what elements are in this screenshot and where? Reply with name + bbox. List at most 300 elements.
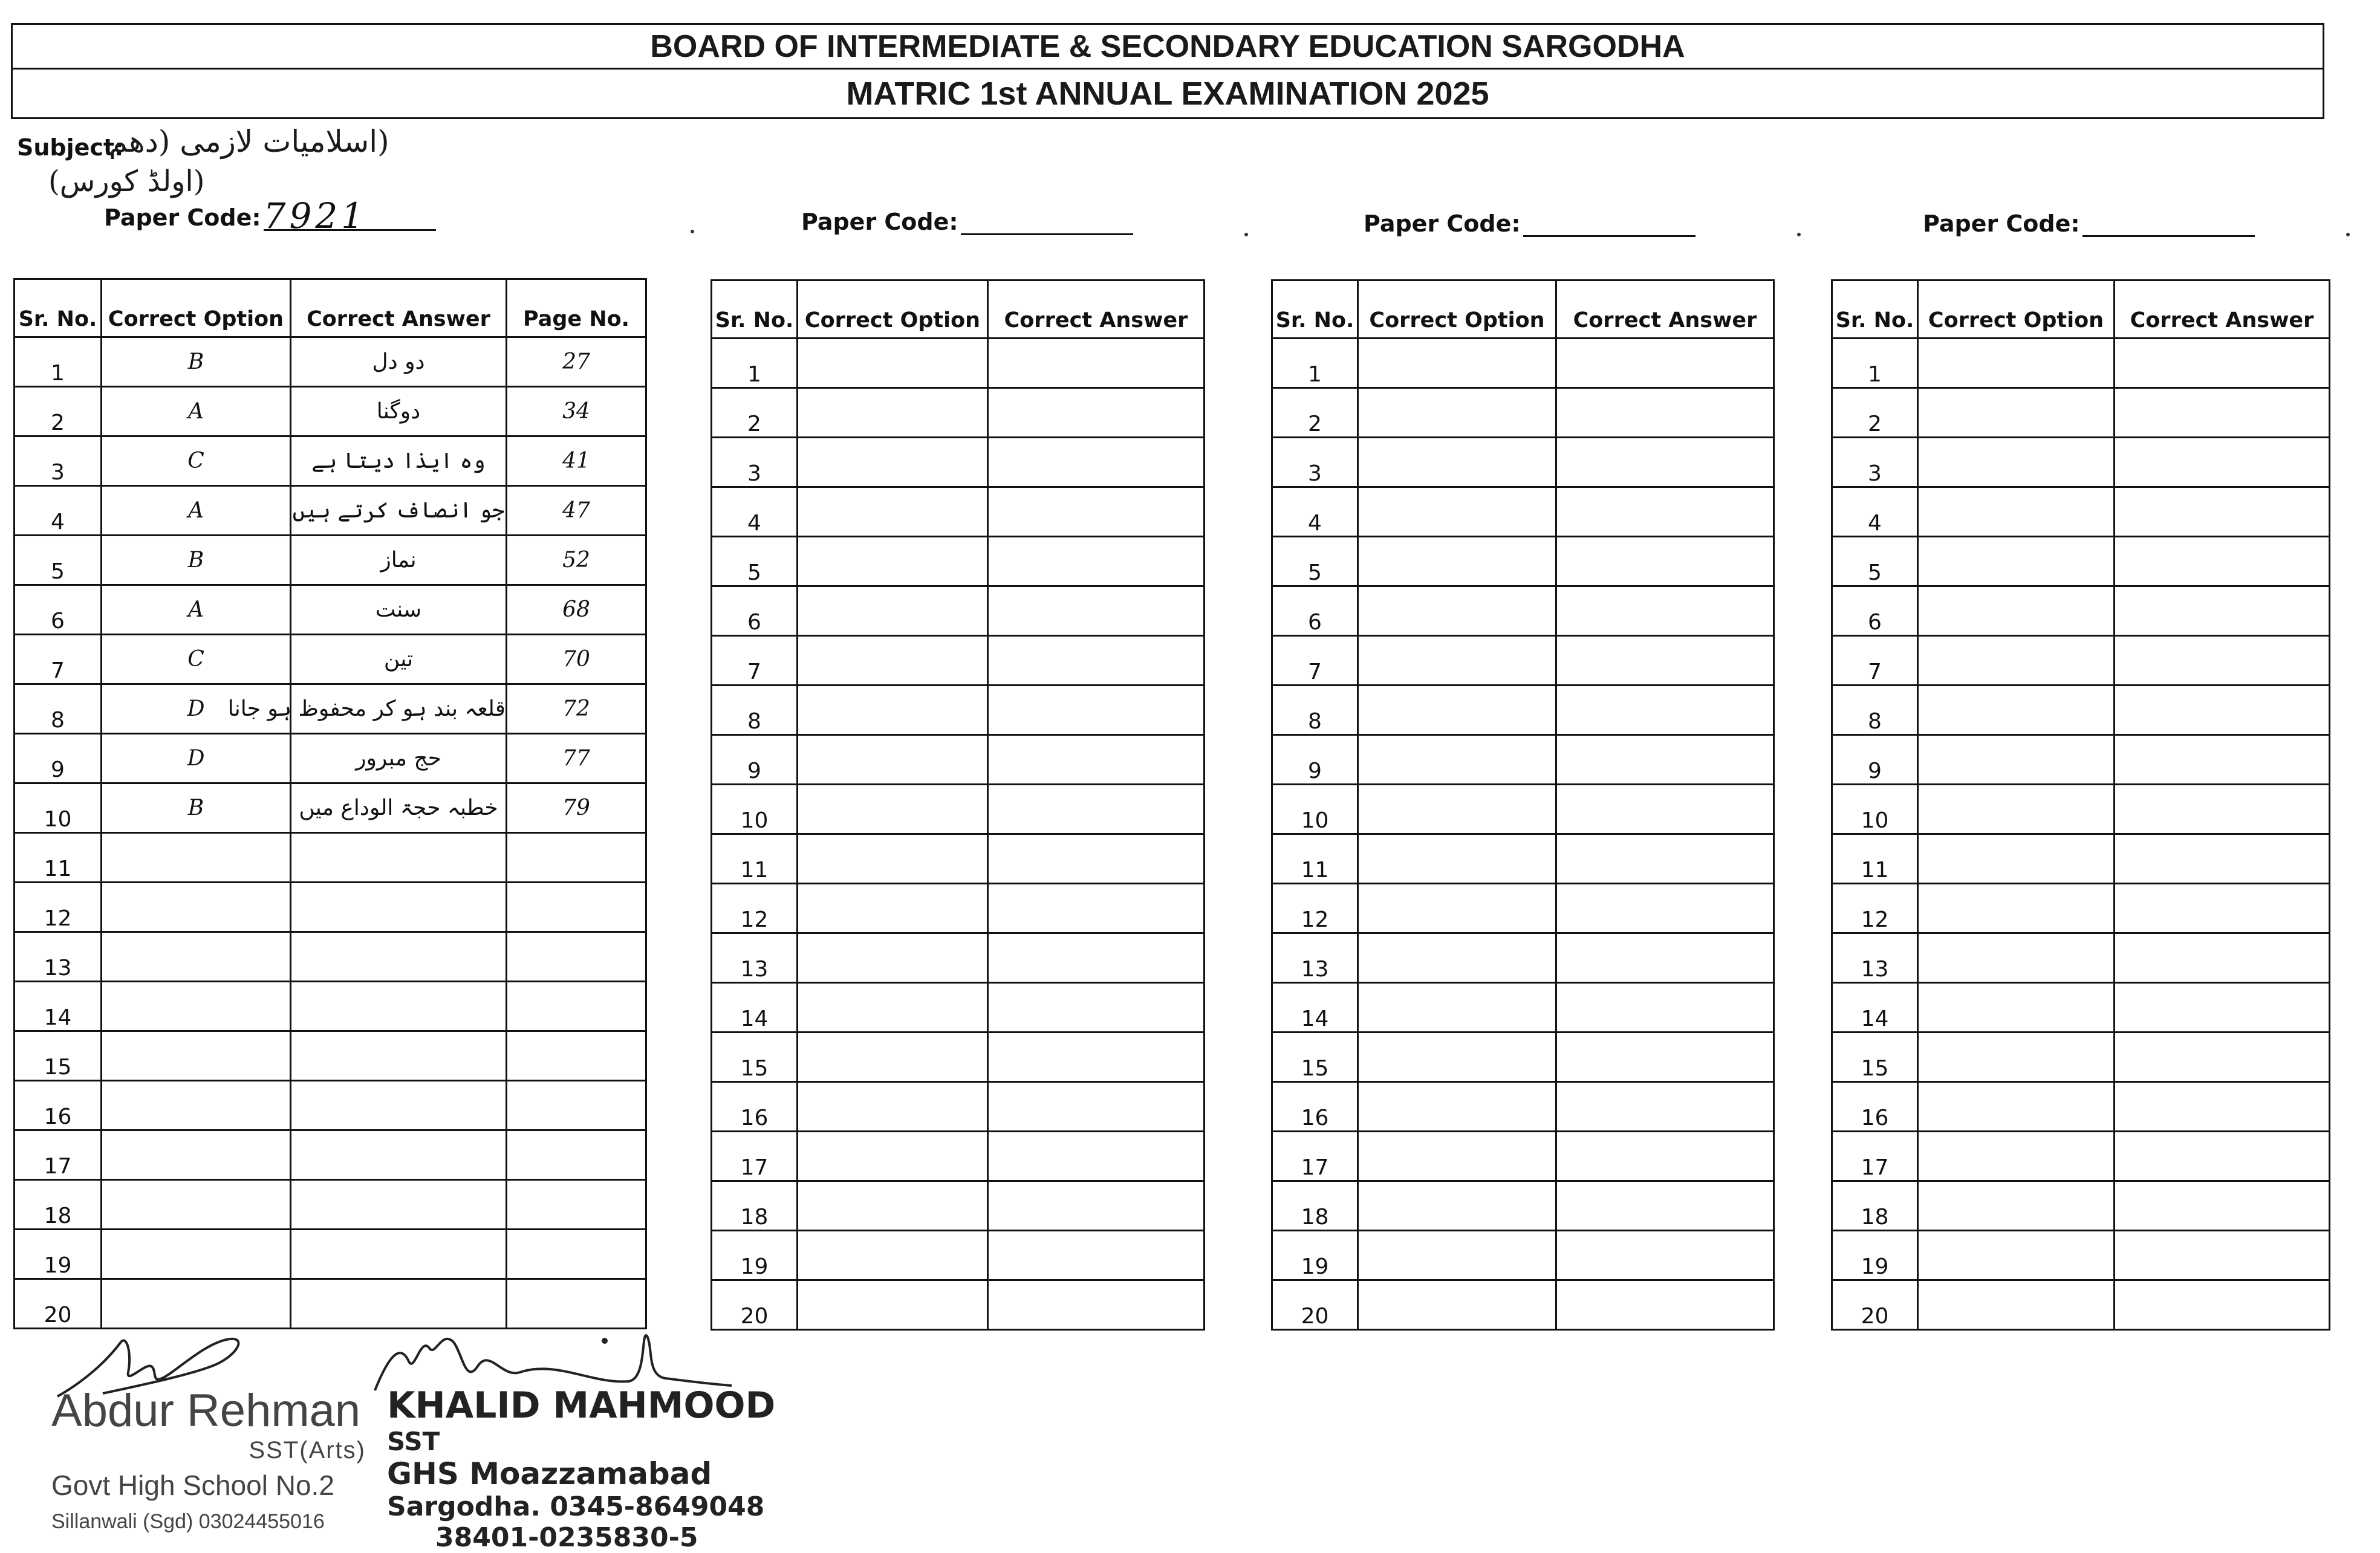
option-cell: A	[102, 486, 291, 536]
sr-no-cell: 15	[15, 1031, 102, 1081]
option-cell	[798, 586, 988, 636]
sr-no-cell: 14	[1272, 983, 1358, 1033]
option-cell	[798, 1280, 988, 1330]
table-row	[1832, 1181, 2330, 1231]
paper-code-label: Paper Code:	[1364, 210, 1521, 237]
sr-no-cell: 7	[1832, 636, 1918, 686]
sr-no-cell: 19	[15, 1230, 102, 1279]
page-no-cell: 52	[507, 536, 646, 585]
sr-no-cell: 15	[1832, 1033, 1918, 1082]
page-no-cell	[507, 883, 646, 932]
sr-no-cell: 17	[1832, 1132, 1918, 1181]
sr-no-cell: 7	[712, 636, 798, 686]
option-cell	[798, 933, 988, 983]
option-cell	[798, 388, 988, 438]
option-cell: B	[102, 536, 291, 585]
sr-no-cell: 8	[1832, 686, 1918, 735]
option-cell	[1918, 686, 2115, 735]
option-cell	[102, 932, 291, 982]
answer-cell	[988, 884, 1205, 933]
answer-cell	[988, 735, 1205, 785]
option-cell	[798, 438, 988, 487]
sr-no-cell: 8	[15, 684, 102, 734]
col-correct-option: Correct Option	[798, 280, 988, 339]
col-sr-no: Sr. No.	[15, 279, 102, 337]
table-row	[15, 387, 646, 436]
sr-no-cell: 4	[1272, 487, 1358, 537]
answer-cell	[988, 1082, 1205, 1132]
answer-cell	[1556, 1181, 1774, 1231]
stamp-name: Abdur Rehman	[51, 1385, 361, 1436]
table-row	[1272, 933, 1774, 983]
stamp-cnic: 38401-0235830-5	[435, 1522, 698, 1553]
answer-cell	[291, 1230, 507, 1279]
sr-no-cell: 9	[712, 735, 798, 785]
answer-table-2	[710, 279, 1205, 1331]
table-row	[15, 585, 646, 635]
table-row	[1832, 1132, 2330, 1181]
paper-code-3	[1364, 209, 1696, 237]
table-row	[1272, 1181, 1774, 1231]
table-row	[1272, 388, 1774, 438]
table-row	[1272, 537, 1774, 586]
table-row	[15, 734, 646, 783]
stamp-school: GHS Moazzamabad	[387, 1456, 712, 1491]
board-title: BOARD OF INTERMEDIATE & SECONDARY EDUCATION SARGODHA	[11, 23, 2324, 70]
sr-no-cell: 14	[15, 982, 102, 1031]
table-row	[712, 537, 1205, 586]
sr-no-cell: 20	[1272, 1280, 1358, 1330]
answer-cell	[1556, 1033, 1774, 1082]
option-cell	[102, 1279, 291, 1329]
answer-cell	[1556, 487, 1774, 537]
option-cell	[1358, 686, 1556, 735]
answer-cell	[1556, 1082, 1774, 1132]
page-no-cell	[507, 1180, 646, 1230]
table-row	[1832, 438, 2330, 487]
option-cell	[1358, 1132, 1556, 1181]
option-cell	[798, 339, 988, 388]
sr-no-cell: 19	[1832, 1231, 1918, 1280]
page-no-cell	[507, 932, 646, 982]
option-cell	[1918, 1132, 2115, 1181]
answer-cell: حج مبرور	[291, 734, 507, 783]
option-cell	[102, 1230, 291, 1279]
option-cell	[1358, 537, 1556, 586]
col-page-no: Page No.	[507, 279, 646, 337]
answer-cell: تین	[291, 635, 507, 684]
table-row	[1272, 438, 1774, 487]
stamp-name: KHALID MAHMOOD	[387, 1384, 776, 1427]
answer-cell	[988, 1181, 1205, 1231]
table-row	[712, 339, 1205, 388]
answer-cell	[291, 932, 507, 982]
option-cell	[798, 1033, 988, 1082]
table-row	[1832, 1033, 2330, 1082]
option-cell	[1918, 636, 2115, 686]
sr-no-cell: 9	[1272, 735, 1358, 785]
option-cell	[1918, 884, 2115, 933]
subject-label: Subject:	[17, 134, 124, 161]
option-cell	[1358, 933, 1556, 983]
paper-code-4	[1923, 209, 2255, 237]
answer-cell	[988, 388, 1205, 438]
option-cell	[1918, 785, 2115, 834]
answer-cell	[2115, 735, 2330, 785]
answer-table-3	[1271, 279, 1775, 1331]
table-row	[1832, 785, 2330, 834]
page-no-cell: 47	[507, 486, 646, 536]
answer-cell	[2115, 1082, 2330, 1132]
option-cell	[798, 636, 988, 686]
table-row	[712, 438, 1205, 487]
answer-cell	[988, 586, 1205, 636]
table-row	[1272, 884, 1774, 933]
option-cell	[1918, 834, 2115, 884]
answer-cell	[1556, 884, 1774, 933]
sr-no-cell: 3	[1272, 438, 1358, 487]
exam-title: MATRIC 1st ANNUAL EXAMINATION 2025	[11, 68, 2324, 119]
table-row	[15, 932, 646, 982]
table-row	[1272, 686, 1774, 735]
sr-no-cell: 12	[712, 884, 798, 933]
sr-no-cell: 10	[1832, 785, 1918, 834]
table-row	[712, 487, 1205, 537]
table-row	[15, 833, 646, 883]
answer-cell	[1556, 1132, 1774, 1181]
table-row	[15, 635, 646, 684]
option-cell	[1918, 339, 2115, 388]
option-cell	[1918, 933, 2115, 983]
sr-no-cell: 15	[712, 1033, 798, 1082]
option-cell	[1918, 1033, 2115, 1082]
option-cell	[1918, 1082, 2115, 1132]
sr-no-cell: 1	[712, 339, 798, 388]
option-cell	[102, 1180, 291, 1230]
option-cell	[1358, 834, 1556, 884]
table-row	[1832, 388, 2330, 438]
option-cell	[1358, 487, 1556, 537]
option-cell	[798, 537, 988, 586]
option-cell: B	[102, 337, 291, 387]
option-cell: C	[102, 635, 291, 684]
option-cell: B	[102, 783, 291, 833]
page-no-cell	[507, 1130, 646, 1180]
sr-no-cell: 18	[712, 1181, 798, 1231]
page-no-cell: 41	[507, 436, 646, 486]
sr-no-cell: 3	[1832, 438, 1918, 487]
table-row	[1272, 1231, 1774, 1280]
option-cell	[102, 982, 291, 1031]
page-no-cell	[507, 982, 646, 1031]
table-row	[1832, 983, 2330, 1033]
answer-cell	[291, 1130, 507, 1180]
sr-no-cell: 13	[1272, 933, 1358, 983]
col-correct-answer: Correct Answer	[1556, 280, 1774, 339]
page-no-cell	[507, 833, 646, 883]
answer-cell	[2115, 834, 2330, 884]
table-row	[1272, 785, 1774, 834]
page-no-cell	[507, 1081, 646, 1130]
table-row	[1832, 1280, 2330, 1330]
answer-cell	[2115, 933, 2330, 983]
col-correct-answer: Correct Answer	[2115, 280, 2330, 339]
table-row	[15, 1081, 646, 1130]
sr-no-cell: 2	[1272, 388, 1358, 438]
sr-no-cell: 14	[712, 983, 798, 1033]
option-cell	[102, 1081, 291, 1130]
option-cell	[798, 983, 988, 1033]
table-row	[712, 884, 1205, 933]
answer-cell	[1556, 339, 1774, 388]
page-no-cell: 72	[507, 684, 646, 734]
page-no-cell	[507, 1031, 646, 1081]
paper-code-label: Paper Code:	[801, 209, 958, 235]
answer-cell	[1556, 933, 1774, 983]
table-row	[1832, 735, 2330, 785]
sr-no-cell: 20	[1832, 1280, 1918, 1330]
answer-cell	[2115, 339, 2330, 388]
sr-no-cell: 16	[15, 1081, 102, 1130]
sr-no-cell: 11	[712, 834, 798, 884]
sr-no-cell: 13	[712, 933, 798, 983]
page-no-cell: 79	[507, 783, 646, 833]
paper-code-2	[801, 207, 1133, 235]
sr-no-cell: 18	[1832, 1181, 1918, 1231]
subject-course: (اولڈ کورس)	[48, 164, 205, 198]
option-cell: D	[102, 684, 291, 734]
table-row	[1832, 834, 2330, 884]
table-row	[1272, 636, 1774, 686]
answer-cell	[291, 883, 507, 932]
table-row	[712, 1231, 1205, 1280]
table-row	[1272, 1280, 1774, 1330]
table-row	[15, 1031, 646, 1081]
sr-no-cell: 20	[712, 1280, 798, 1330]
option-cell	[798, 686, 988, 735]
table-row	[712, 686, 1205, 735]
sr-no-cell: 19	[712, 1231, 798, 1280]
option-cell	[798, 1082, 988, 1132]
option-cell: C	[102, 436, 291, 486]
option-cell	[1358, 983, 1556, 1033]
option-cell	[1358, 1082, 1556, 1132]
sr-no-cell: 9	[15, 734, 102, 783]
table-row	[15, 1180, 646, 1230]
option-cell	[798, 487, 988, 537]
table-row	[1832, 586, 2330, 636]
paper-code-value	[2082, 209, 2255, 237]
sr-no-cell: 10	[15, 783, 102, 833]
sr-no-cell: 16	[1272, 1082, 1358, 1132]
stamp-place: Sargodha. 0345-8649048	[387, 1491, 765, 1522]
option-cell	[1358, 438, 1556, 487]
sr-no-cell: 4	[1832, 487, 1918, 537]
table-row	[15, 486, 646, 536]
answer-cell	[988, 1280, 1205, 1330]
option-cell	[1918, 537, 2115, 586]
answer-cell	[291, 833, 507, 883]
sr-no-cell: 20	[15, 1279, 102, 1329]
sr-no-cell: 18	[15, 1180, 102, 1230]
sr-no-cell: 12	[15, 883, 102, 932]
table-row	[712, 636, 1205, 686]
option-cell: D	[102, 734, 291, 783]
answer-cell: نماز	[291, 536, 507, 585]
sr-no-cell: 5	[712, 537, 798, 586]
answer-cell: قلعہ بند ہو کر محفوظ ہو جانا	[291, 684, 507, 734]
col-sr-no: Sr. No.	[1832, 280, 1918, 339]
table-row	[1272, 834, 1774, 884]
option-cell	[1918, 1231, 2115, 1280]
sr-no-cell: 4	[712, 487, 798, 537]
stamp-role: SST	[387, 1427, 440, 1456]
answer-table-4	[1831, 279, 2330, 1331]
answer-cell: وہ ایذا دیتا ہے	[291, 436, 507, 486]
sr-no-cell: 17	[1272, 1132, 1358, 1181]
sr-no-cell: 14	[1832, 983, 1918, 1033]
sr-no-cell: 18	[1272, 1181, 1358, 1231]
sr-no-cell: 19	[1272, 1231, 1358, 1280]
option-cell	[798, 884, 988, 933]
answer-cell	[2115, 487, 2330, 537]
sr-no-cell: 1	[1832, 339, 1918, 388]
table-row	[15, 436, 646, 486]
answer-cell	[988, 537, 1205, 586]
page-no-cell: 68	[507, 585, 646, 635]
col-correct-answer: Correct Answer	[988, 280, 1205, 339]
answer-cell	[2115, 686, 2330, 735]
option-cell	[1358, 884, 1556, 933]
sr-no-cell: 10	[1272, 785, 1358, 834]
answer-cell	[988, 785, 1205, 834]
option-cell	[1358, 636, 1556, 686]
table-row	[712, 933, 1205, 983]
table-row	[1832, 686, 2330, 735]
sr-no-cell: 7	[1272, 636, 1358, 686]
answer-cell	[2115, 983, 2330, 1033]
option-cell	[1358, 388, 1556, 438]
option-cell	[1918, 388, 2115, 438]
answer-cell	[988, 834, 1205, 884]
paper-code-value	[1523, 209, 1696, 237]
table-row	[712, 785, 1205, 834]
answer-cell	[2115, 1181, 2330, 1231]
table-row	[712, 834, 1205, 884]
answer-cell	[291, 1031, 507, 1081]
sr-no-cell: 7	[15, 635, 102, 684]
sr-no-cell: 15	[1272, 1033, 1358, 1082]
option-cell	[1358, 735, 1556, 785]
answer-cell	[291, 982, 507, 1031]
table-row	[15, 536, 646, 585]
option-cell	[1918, 487, 2115, 537]
table-row	[1272, 1082, 1774, 1132]
sr-no-cell: 10	[712, 785, 798, 834]
table-row	[712, 586, 1205, 636]
answer-cell	[2115, 1231, 2330, 1280]
col-sr-no: Sr. No.	[712, 280, 798, 339]
table-row	[15, 883, 646, 932]
table-row	[1832, 339, 2330, 388]
sr-no-cell: 6	[1272, 586, 1358, 636]
sr-no-cell: 2	[712, 388, 798, 438]
option-cell	[1358, 1231, 1556, 1280]
answer-cell	[2115, 884, 2330, 933]
answer-cell	[1556, 735, 1774, 785]
answer-table-1	[13, 278, 647, 1329]
table-row	[15, 783, 646, 833]
answer-cell	[1556, 1231, 1774, 1280]
option-cell	[1358, 785, 1556, 834]
answer-cell	[988, 983, 1205, 1033]
table-row	[712, 1082, 1205, 1132]
sr-no-cell: 3	[712, 438, 798, 487]
option-cell	[1918, 983, 2115, 1033]
table-row	[712, 1132, 1205, 1181]
table-row	[15, 982, 646, 1031]
sr-no-cell: 2	[15, 387, 102, 436]
sr-no-cell: 4	[15, 486, 102, 536]
table-row	[1272, 487, 1774, 537]
answer-cell	[1556, 1280, 1774, 1330]
answer-cell	[1556, 636, 1774, 686]
answer-cell	[2115, 1132, 2330, 1181]
table-row	[15, 1230, 646, 1279]
answer-cell	[2115, 388, 2330, 438]
table-row	[1832, 1231, 2330, 1280]
answer-cell	[988, 438, 1205, 487]
col-correct-option: Correct Option	[102, 279, 291, 337]
option-cell	[102, 833, 291, 883]
sr-no-cell: 8	[712, 686, 798, 735]
sr-no-cell: 5	[1272, 537, 1358, 586]
answer-cell	[291, 1180, 507, 1230]
table-row	[1272, 1033, 1774, 1082]
sr-no-cell: 1	[15, 337, 102, 387]
answer-cell	[2115, 1280, 2330, 1330]
answer-cell	[2115, 586, 2330, 636]
table-row	[15, 1130, 646, 1180]
table-row	[1272, 586, 1774, 636]
answer-cell: سنت	[291, 585, 507, 635]
option-cell	[798, 1132, 988, 1181]
sr-no-cell: 5	[1832, 537, 1918, 586]
table-row	[1832, 487, 2330, 537]
sr-no-cell: 16	[712, 1082, 798, 1132]
sr-no-cell: 13	[15, 932, 102, 982]
answer-cell	[988, 487, 1205, 537]
table-row	[1832, 884, 2330, 933]
stamp-role: SST(Arts)	[249, 1437, 366, 1464]
option-cell	[1918, 586, 2115, 636]
table-row	[1272, 983, 1774, 1033]
col-correct-option: Correct Option	[1358, 280, 1556, 339]
option-cell	[1918, 1280, 2115, 1330]
sr-no-cell: 11	[1832, 834, 1918, 884]
table-row	[15, 684, 646, 734]
answer-cell	[988, 1132, 1205, 1181]
answer-cell	[1556, 438, 1774, 487]
option-cell	[798, 735, 988, 785]
option-cell: A	[102, 387, 291, 436]
sr-no-cell: 12	[1272, 884, 1358, 933]
stamp-place: Sillanwali (Sgd) 03024455016	[51, 1510, 325, 1533]
sr-no-cell: 11	[1272, 834, 1358, 884]
sr-no-cell: 17	[712, 1132, 798, 1181]
stamp-school: Govt High School No.2	[51, 1470, 334, 1501]
answer-cell	[2115, 636, 2330, 686]
